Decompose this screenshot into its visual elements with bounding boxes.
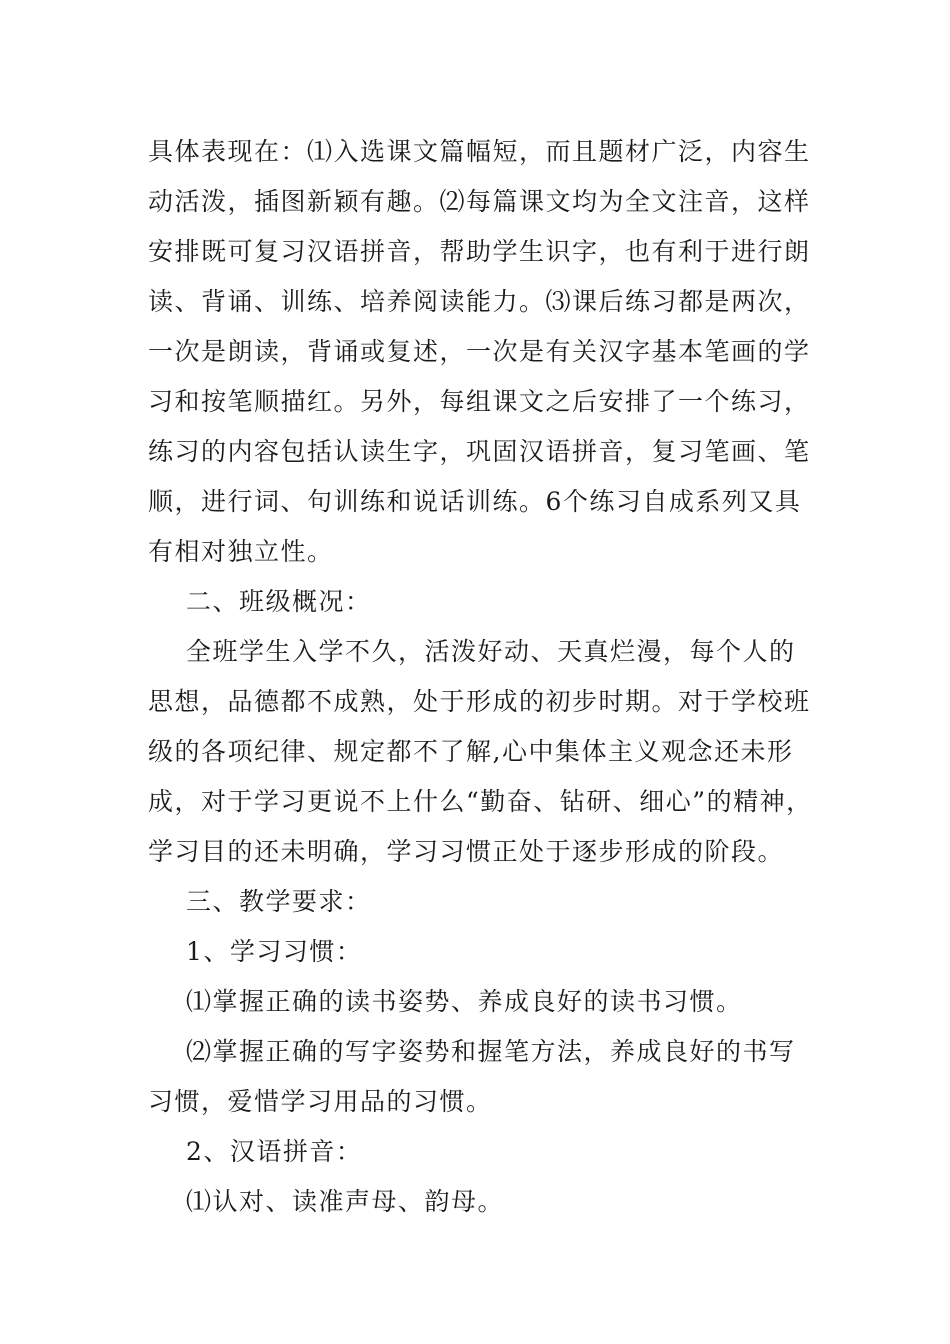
text-line: 级的各项纪律、规定都不了解,心中集体主义观念还未形 [148, 737, 794, 766]
text-line: ⑵掌握正确的写字姿势和握笔方法，养成良好的书写 [186, 1037, 796, 1066]
text-line: 练习的内容包括认读生字，巩固汉语拼音，复习笔画、笔 [148, 437, 811, 466]
text-line: 成，对于学习更说不上什么“勤奋、钻研、细心”的精神， [148, 787, 813, 816]
text-line: 习惯，爱惜学习用品的习惯。 [148, 1087, 493, 1116]
section-heading: 二、班级概况： [186, 587, 372, 616]
text-line: 有相对独立性。 [148, 537, 334, 566]
section-heading: 三、教学要求： [186, 887, 372, 916]
text-line: ⑴认对、读准声母、韵母。 [186, 1187, 505, 1216]
text-line: 思想，品德都不成熟，处于形成的初步时期。对于学校班 [148, 687, 811, 716]
text-line: 一次是朗读，背诵或复述，一次是有关汉字基本笔画的学 [148, 337, 811, 366]
text-line: 习和按笔顺描红。另外，每组课文之后安排了一个练习， [148, 387, 811, 416]
text-line: 具体表现在：⑴入选课文篇幅短，而且题材广泛，内容生 [148, 137, 811, 166]
text-line: 安排既可复习汉语拼音，帮助学生识字，也有利于进行朗 [148, 237, 811, 266]
text-line: 学习目的还未明确，学习习惯正处于逐步形成的阶段。 [148, 837, 785, 866]
subsection-heading: 1、学习习惯： [186, 937, 363, 966]
text-line: 全班学生入学不久，活泼好动、天真烂漫，每个人的 [186, 637, 796, 666]
text-line: ⑴掌握正确的读书姿势、养成良好的读书习惯。 [186, 987, 743, 1016]
text-line: 动活泼，插图新颖有趣。⑵每篇课文均为全文注音，这样 [148, 187, 811, 216]
subsection-heading: 2、汉语拼音： [186, 1137, 363, 1166]
text-line: 顺，进行词、句训练和说话训练。6个练习自成系列又具 [148, 487, 802, 516]
text-line: 读、背诵、训练、培养阅读能力。⑶课后练习都是两次， [148, 287, 811, 316]
